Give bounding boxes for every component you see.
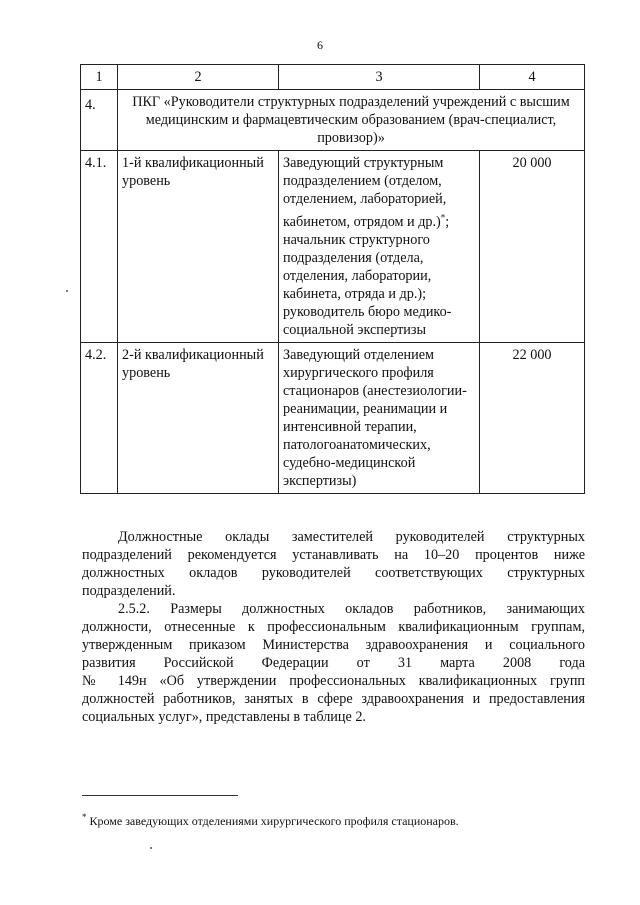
header-cell-2: 2 xyxy=(118,65,279,90)
header-cell-1: 1 xyxy=(81,65,118,90)
group-row xyxy=(81,90,585,151)
paragraph-line: должностных окладов руководителей соответствующих структурных xyxy=(82,565,585,581)
paragraph-line: подразделений. xyxy=(82,583,176,599)
paragraph-line: подразделений рекомендуется устанавливать на 10–20 процентов ниже xyxy=(82,547,585,563)
header-cell-3: 3 xyxy=(279,65,480,90)
page-number: 6 xyxy=(317,38,323,52)
paragraph-line: 2.5.2. Размеры должностных окладов работников, занимающих xyxy=(118,601,585,617)
paragraph-deputy-salaries xyxy=(82,528,585,600)
group-title: ПКГ «Руководители структурных подразделений учреждений с высшим медицинским и фармацевтическим образованием (врач-специалист, провизор)» xyxy=(118,90,585,151)
salary-table xyxy=(80,64,585,494)
paragraph-line: развития Российской Федерации от 31 марта 2008 года xyxy=(82,655,585,671)
scan-speck xyxy=(66,290,68,292)
group-number: 4. xyxy=(81,90,118,151)
salary-value: 20 000 xyxy=(480,151,585,343)
qualification-level: 1-й квалификационный уровень xyxy=(118,151,279,343)
footnote-text: Кроме заведующих отделениями хирургического профиля стационаров. xyxy=(89,814,459,828)
scan-speck xyxy=(150,847,152,849)
footnote-mark: * xyxy=(82,812,87,822)
paragraph-line: должности, отнесенные к профессиональным квалификационным группам, xyxy=(82,619,585,635)
row-number: 4.1. xyxy=(81,151,118,343)
qualification-level: 2-й квалификационный уровень xyxy=(118,342,279,493)
paragraph-line: утвержденным приказом Министерства здравоохранения и социального xyxy=(82,637,585,653)
position-text: руководитель бюро медико-социальной экспертизы xyxy=(283,303,452,338)
footnote xyxy=(82,812,459,829)
footnote-mark: * xyxy=(440,212,446,222)
footnote-divider xyxy=(82,795,238,796)
salary-value: 22 000 xyxy=(480,342,585,493)
paragraph-line: должностей работников, занятых в сфере здравоохранения и предоставления xyxy=(82,691,585,707)
table-header-row xyxy=(81,65,585,90)
paragraph-line: № 149н «Об утверждении профессиональных квалификационных групп xyxy=(82,673,585,689)
table-row xyxy=(81,151,585,343)
positions-cell: Заведующий отделением хирургического профиля стационаров (анестезиологии-реанимации, реанимации и интенсивной терапии, патологоанатомических, судебно-медицинской экспертизы) xyxy=(279,342,480,493)
positions-cell xyxy=(279,151,480,343)
paragraph-line: социальных услуг», представлены в таблице 2. xyxy=(82,709,366,725)
position-text: Заведующий структурным подразделением (отделом, отделением, лабораторией, кабинетом, отрядом и др.)*; xyxy=(283,155,450,230)
paragraph-2-5-2 xyxy=(82,600,585,726)
header-cell-4: 4 xyxy=(480,65,585,90)
row-number: 4.2. xyxy=(81,342,118,493)
paragraph-line: Должностные оклады заместителей руководителей структурных xyxy=(118,529,585,545)
position-text: начальник структурного подразделения (отдела, отделения, лаборатории, кабинета, отряда и др.); xyxy=(283,231,432,302)
table-row xyxy=(81,342,585,493)
